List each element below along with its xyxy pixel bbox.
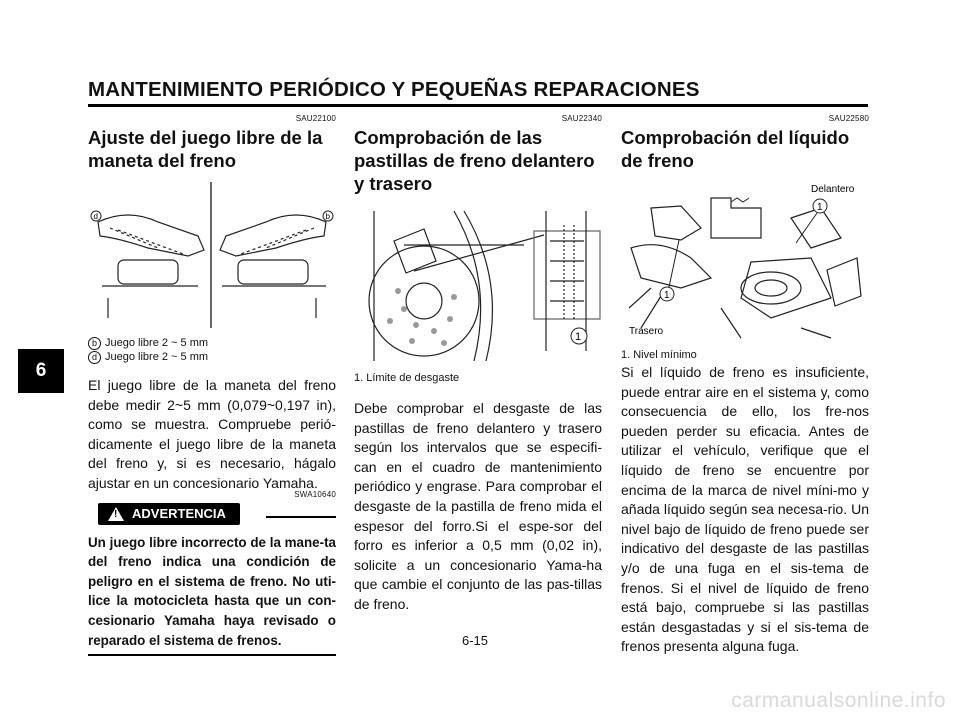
warning-header xyxy=(88,499,336,529)
warning-text: Un juego libre incorrecto de la mane-ta del freno indica una condición de peligro en el sistema de freno. No uti-lice la motocicleta hasta que un con-cesionario Yamaha haya revisado o reparado el sistema de frenos. xyxy=(88,534,336,648)
header-rule xyxy=(88,104,868,107)
section-title: Ajuste del juego libre de la maneta del freno xyxy=(88,127,323,171)
figure-legend xyxy=(88,336,336,364)
section-code: SAU22340 xyxy=(561,114,602,123)
callout-number-rear: 1 xyxy=(664,290,670,301)
legend-text: Juego libre 2 ~ 5 mm xyxy=(105,337,209,349)
callout-number: 1 xyxy=(575,331,582,343)
chapter-tab: 6 xyxy=(18,349,64,393)
legend-item xyxy=(88,336,336,350)
section-brake-fluid xyxy=(621,114,869,657)
figure-label-front: Delantero xyxy=(811,184,855,195)
section-title: Comprobación del líquido de freno xyxy=(621,127,850,171)
figure-caption: 1. Límite de desgaste xyxy=(354,372,460,384)
figure-caption: 1. Nivel mínimo xyxy=(621,349,697,361)
body-text: Si el líquido de freno es insuficiente, puede entrar aire en el sistema y, como consecuencia de ello, los fre-nos pueden perder su eficacia. Antes de utilizar el vehículo, verifique que el líquido de freno se encuentre por encima de la marca de nivel míni-mo y añada líquido según sea necesa-rio. Un nivel bajo de líquido de freno puede ser indicativo del desgaste de las pastillas y/o de una fuga en el sis-tema de frenos. Si el nivel de líquido de freno está bajo, compruebe si las pastillas están desgastadas y si el sis-tema de frenos presenta alguna fuga. xyxy=(621,364,869,655)
section-code: SAU22580 xyxy=(828,114,869,123)
section-code: SAU22100 xyxy=(295,114,336,123)
figure-label-rear: Trasero xyxy=(629,326,664,337)
warning-label: ADVERTENCIA xyxy=(132,506,226,522)
figure-label-b: b xyxy=(325,212,330,221)
page-number: 6-15 xyxy=(462,633,489,648)
legend-item xyxy=(88,350,336,364)
warning-triangle-icon: ! xyxy=(108,507,124,521)
legend-text: Juego libre 2 ~ 5 mm xyxy=(105,351,209,363)
warning-rule xyxy=(266,516,336,518)
legend-key: d xyxy=(88,351,101,364)
brake-fluid-illustration xyxy=(621,178,869,344)
watermark: carmanualsonline.info xyxy=(731,689,946,712)
callout-number: 1 xyxy=(817,202,823,213)
body-text: Debe comprobar el desgaste de las pastillas de freno delantero y trasero según los intervalos que se especifi-can en el cuadro de mantenimiento periódico y engrase. Para comprobar el desgaste de la pastilla de freno mida el espesor del forro.Si el espe-sor del forro es inferior a 0,5 mm (0,02 in), solicite a un concesionario Yama-ha que cambie el conjunto de las pas-tillas de freno. xyxy=(354,400,602,612)
warning-end-rule xyxy=(88,654,336,656)
legend-key: b xyxy=(88,337,101,350)
section-title: Comprobación de las pastillas de freno delantero y trasero xyxy=(354,127,595,194)
brake-pad-illustration xyxy=(354,201,602,367)
brake-lever-illustration xyxy=(88,178,336,334)
warning-code: SWA10640 xyxy=(294,489,336,499)
page-header-title: MANTENIMIENTO PERIÓDICO Y PEQUEÑAS REPARACIONES xyxy=(88,78,700,101)
warning-badge xyxy=(98,503,240,525)
section-brake-pads xyxy=(354,114,602,615)
section-brake-lever xyxy=(88,114,336,656)
body-text: El juego libre de la maneta del freno debe medir 2~5 mm (0,079~0,197 in), como se muestra. Compruebe perió-dicamente el juego libre de la maneta del freno y, si es necesario, hágalo ajustar en un concesionario Yamaha. xyxy=(88,377,336,491)
figure-label-d: d xyxy=(93,212,98,221)
